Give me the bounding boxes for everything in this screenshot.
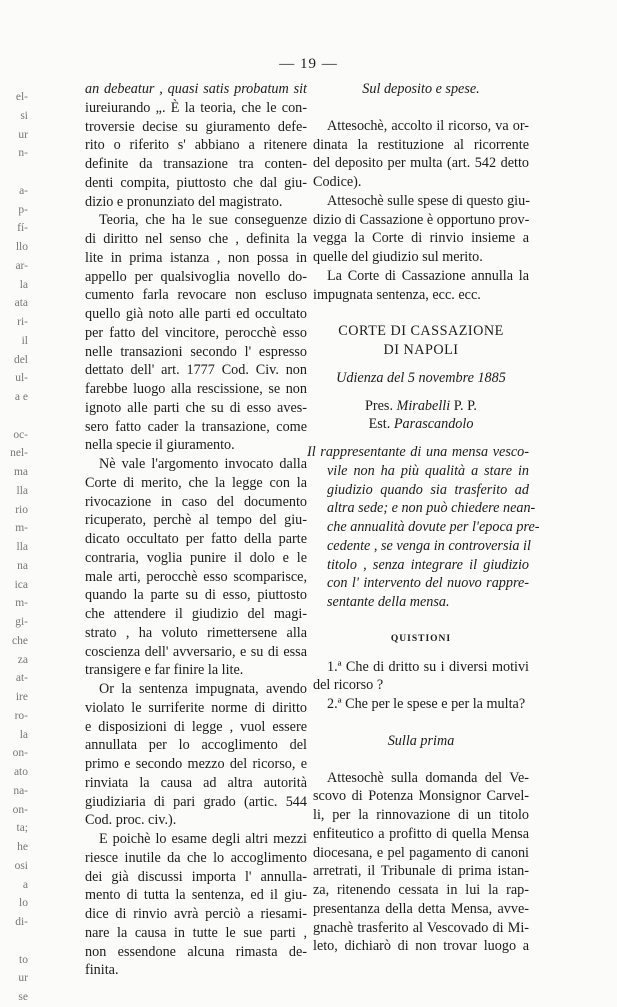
text-line: an debeatur , quasi satis probatum sit <box>85 81 307 97</box>
bleed-fragment <box>0 407 28 426</box>
bleed-fragment: na- <box>13 784 28 797</box>
bleed-fragment: rio <box>15 503 28 516</box>
text-line: E poichè lo esame degli altri mezzi <box>99 831 307 847</box>
text-line: rivocazione in caso del documento <box>85 493 307 510</box>
section-heading-prima: Sulla prima <box>387 732 455 749</box>
text-line: presentanza della detta Mensa, avve- <box>313 900 529 917</box>
page-number: — 19 — <box>279 56 338 72</box>
bleed-fragment: el- <box>15 91 28 103</box>
bleed-fragment: za <box>17 653 28 666</box>
bleed-fragment: del <box>13 353 28 366</box>
text-line: denti compita, piuttosto che dal giu- <box>85 174 307 191</box>
bleed-fragment: ri- <box>17 316 28 328</box>
bleed-fragment: m- <box>15 597 28 610</box>
paragraph-spese <box>313 192 529 267</box>
rapporteur-name: Parascandolo <box>393 416 474 433</box>
text-line: nare la causa in tutte le sue parti , <box>85 924 307 941</box>
text-line: mento di tutta la sentenza, ed il giu- <box>85 887 307 904</box>
bleed-fragment: oc- <box>13 428 28 441</box>
paragraph-prima <box>313 769 529 957</box>
text-line: gnachè trasferito al Vescovado di Mi- <box>313 919 529 936</box>
text-line: vegga la Corte di rinvio insieme a <box>313 230 529 247</box>
text-line: male arti, perocchè esso scomparisce, <box>85 568 307 585</box>
text-line: transigere e far finire la lite. <box>85 662 244 679</box>
text-line: li, per la rinnovazione di un titolo <box>313 807 529 823</box>
court-title-line-1: CORTE DI CASSAZIONE <box>338 323 504 340</box>
text-line: diocesana, e pel pagamento di canoni <box>313 844 529 861</box>
text-line: enfiteutico a profitto di quella Mensa <box>313 825 529 842</box>
text-line: cumento farla revocare non escluso <box>85 287 307 304</box>
bleed-fragment: ur <box>18 128 28 141</box>
bleed-fragment: lla <box>16 484 28 497</box>
bleed-fragment: llo <box>15 241 28 253</box>
bleed-fragment: lo <box>19 897 28 910</box>
text-line: iureiurando „. È la teoria, che le con- <box>85 99 307 116</box>
rapporteur-prefix: Est. <box>368 416 391 433</box>
text-line: contraria, voglia punire il dolo e le <box>85 549 307 566</box>
text-line: primo e secondo mezzo del ricorso, e <box>85 756 307 772</box>
text-line: giudizio quando sia trasferito ad <box>327 481 529 498</box>
bleed-fragment: m- <box>15 522 28 535</box>
bleed-fragment: to <box>19 953 28 966</box>
text-line: ricuperato, perchè al tempo del giu- <box>85 512 307 529</box>
text-line: Attesochè, accolto il ricorso, va or- <box>327 117 529 134</box>
bleed-fragment: ica <box>14 578 28 591</box>
text-line: riesce inutile da che lo accoglimento <box>85 849 307 866</box>
president-prefix: Pres. <box>365 397 393 414</box>
bleed-fragment: si <box>20 109 28 122</box>
text-line: giudiziaria di pari grado (artic. 544 <box>85 793 307 810</box>
text-line: leto, dichiarò di non trovar luogo a <box>313 938 529 955</box>
right-column <box>307 80 540 956</box>
text-line: farebbe luogo alla rescissione, se non <box>85 381 307 397</box>
bleed-fragment <box>0 932 28 951</box>
text-line: sero fatto cader la transazione, come <box>85 418 307 435</box>
paragraph-annulla <box>313 267 529 305</box>
bleed-fragment: on- <box>12 747 28 760</box>
bleed-fragment: a <box>22 878 28 891</box>
text-line: dizio di Cassazione è opportuno prov- <box>313 211 530 228</box>
bleed-fragment: ma <box>13 466 28 478</box>
rapporteur-line <box>313 415 529 434</box>
text-line: dei già discussi importa l' annulla- <box>85 868 307 885</box>
bleed-fragment: di- <box>15 916 28 928</box>
bleed-fragment: a- <box>19 184 28 197</box>
question-1-continued: del ricorso ? <box>313 677 384 694</box>
bleed-fragment: la <box>19 728 28 741</box>
bleed-fragment: ur <box>18 972 28 985</box>
text-line: di diritto nel senso che , definita la <box>85 231 307 247</box>
bleed-fragment: p- <box>18 203 28 216</box>
bleed-fragment: lla <box>16 541 28 553</box>
text-line: lite in prima istanza , non possa in <box>85 249 307 266</box>
text-line: coscienza dell' avversario, e su di essa <box>85 643 307 660</box>
bleed-fragment: ul- <box>15 372 28 385</box>
bleed-fragment: na <box>17 559 28 572</box>
text-line: quelle del giudizio sul merito. <box>313 249 483 265</box>
text-line: strato , ha voluto rimettersene alla <box>85 624 307 641</box>
text-line: Corte di merito, che la legge con la <box>85 474 307 491</box>
text-line: nelle transazioni secondo l' espresso <box>85 343 307 360</box>
text-line: annullata per lo accoglimento del <box>85 737 307 754</box>
text-line: ignoto alle parti che su di esso aves- <box>85 399 307 416</box>
text-line: altra sede; e non può chiedere nean- <box>327 500 536 517</box>
text-line: Cod. proc. civ.). <box>85 812 177 829</box>
text-line: violato le surriferite norme di diritto <box>85 699 307 716</box>
text-line: rito o riferito s' abbiano a ritenere <box>85 137 307 154</box>
text-line: finita. <box>85 962 119 979</box>
questions-heading: QUISTIONI <box>390 633 452 644</box>
bleed-fragment <box>0 163 28 182</box>
text-line: che attendere il giudizio del magi- <box>85 606 307 622</box>
bleed-fragment: on- <box>12 803 28 816</box>
text-line: dice di rinvio avrà perciò a riesami- <box>85 906 307 922</box>
text-line: scovo di Potenza Monsignor Carvel- <box>313 788 529 805</box>
bleed-fragment: che <box>12 634 28 647</box>
bleed-fragment: ta; <box>16 822 28 835</box>
text-line: che annualità dovute per l'epoca pre- <box>327 519 540 535</box>
text-line: troversie decise su giuramento defe- <box>85 118 307 135</box>
bleed-fragment: at- <box>15 672 28 685</box>
hearing-date: Udienza del 5 novembre 1885 <box>336 369 506 386</box>
bleed-fragment: a e <box>14 391 28 403</box>
headnote <box>307 443 540 612</box>
text-line: e disposizioni di legge , vuol essere <box>85 718 307 735</box>
bleed-fragment: se <box>18 991 28 1003</box>
text-line: del deposito per multa (art. 542 detto <box>313 155 529 172</box>
bleed-fragment: ro- <box>14 709 28 722</box>
text-line: definite da transazione tra conten- <box>85 156 307 172</box>
text-line: La Corte di Cassazione annulla la <box>327 267 529 284</box>
text-line: nella specie il giuramento. <box>85 437 235 454</box>
text-line: Attesochè sulla domanda del Ve- <box>327 769 529 786</box>
text-line: za, ritenendo cessata in lui la rap- <box>313 882 529 898</box>
bleed-fragment: la <box>19 278 28 291</box>
text-line: per fatto del vincitore, perocchè esso <box>85 324 307 341</box>
text-line: titolo , senza integrare il giudizio <box>327 556 529 573</box>
text-line: arretrati, il Tribunale di prima istan- <box>313 863 529 880</box>
court-title-line-2: DI NAPOLI <box>383 342 459 358</box>
bleed-fragment: ar- <box>15 259 28 272</box>
text-line: quello già noto alle parti ed occultato <box>85 306 307 322</box>
text-line: cedente , se venga in controversia il <box>327 537 531 554</box>
text-line: con l' intervento del nuovo rappre- <box>327 575 529 592</box>
text-line: rinviata la causa ad altra autorità <box>85 774 307 791</box>
bleed-fragment: nel- <box>10 447 28 460</box>
text-line: Or la sentenza impugnata, avendo <box>99 681 307 697</box>
text-line: sentante della mensa. <box>327 594 450 610</box>
question-1: 1.ª Che di dritto su i diversi motivi <box>327 658 529 675</box>
text-line: non essendone alcuna rimasta de- <box>85 943 307 960</box>
facing-page-bleed-through <box>0 88 28 1007</box>
bleed-fragment: gi- <box>15 616 28 628</box>
section-heading-deposito: Sul deposito e spese. <box>362 81 480 97</box>
bleed-fragment: ato <box>13 766 28 778</box>
text-line: dizio e pronunziato del magistrato. <box>85 193 283 210</box>
text-line: dettato dell' art. 1777 Cod. Civ. non <box>85 362 307 379</box>
bleed-fragment: ata <box>14 297 28 310</box>
text-line: Il rappresentante di una mensa vesco- <box>307 444 529 460</box>
text-line: impugnata sentenza, ecc. ecc. <box>313 286 481 303</box>
left-column <box>85 80 307 980</box>
text-line: dinata la restituzione al ricorrente <box>313 136 529 153</box>
president-name: Mirabelli <box>396 397 451 414</box>
text-line: Attesochè sulle spese di questo giu- <box>327 192 530 209</box>
bleed-fragment: ire <box>15 691 28 703</box>
text-line: Nè vale l'argomento invocato dalla <box>99 456 307 472</box>
bleed-fragment: fí- <box>17 222 28 235</box>
bleed-fragment: he <box>17 841 28 853</box>
text-line: appello per qualsivoglia novello do- <box>85 268 307 285</box>
bleed-fragment: n- <box>18 147 28 160</box>
bleed-fragment: il <box>21 334 28 347</box>
text-line: quando la parte su di esso, piuttosto <box>85 587 307 604</box>
bleed-fragment: osi <box>14 859 28 872</box>
text-line: vile non ha più qualità a stare in <box>327 462 529 479</box>
president-line <box>313 397 529 416</box>
question-2: 2.ª Che per le spese e per la multa? <box>327 696 526 712</box>
president-suffix: P. P. <box>453 397 477 414</box>
text-line: Codice). <box>313 174 362 190</box>
text-line: dicato occultato per fatto della parte <box>85 531 307 547</box>
paragraph-deposito <box>313 117 529 192</box>
text-line: Teoria, che ha le sue conseguenze <box>99 212 307 229</box>
